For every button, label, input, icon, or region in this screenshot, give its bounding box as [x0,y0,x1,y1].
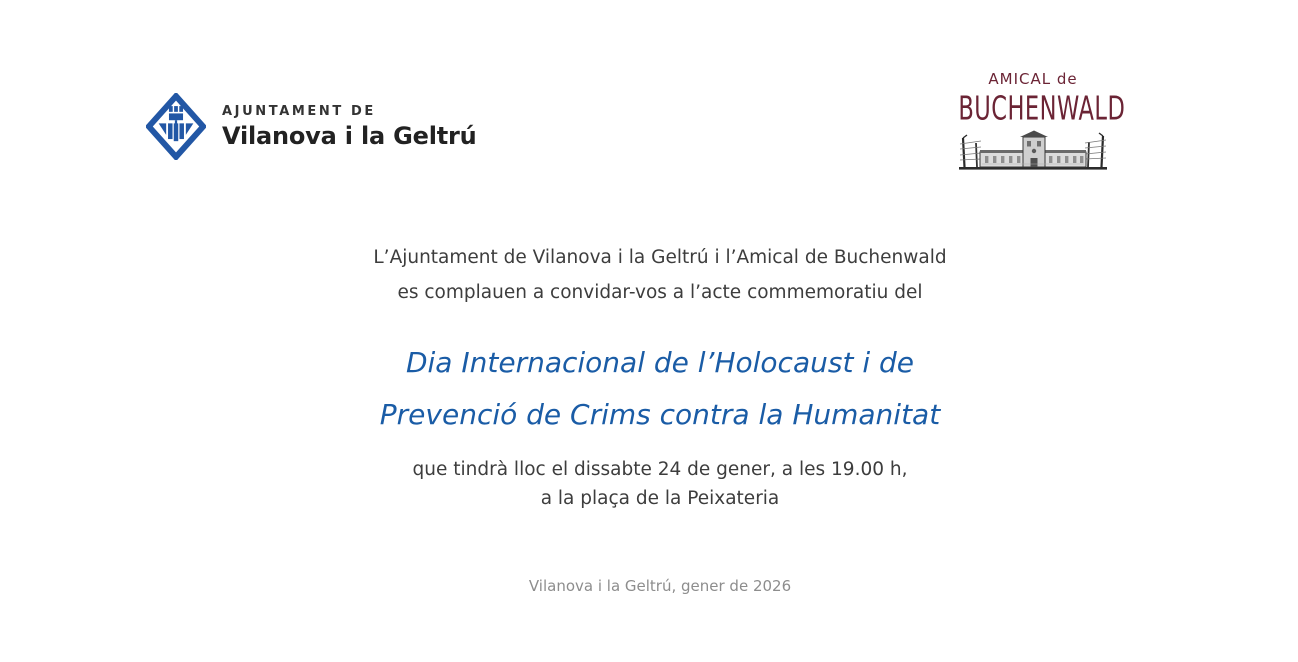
amical-logo-line1: AMICAL de [988,70,1078,88]
intro-line2: es complauen a convidar-vos a l’acte commemoratiu del [397,282,923,303]
ajuntament-logo-line2: Vilanova i la Geltrú [222,121,477,150]
event-details [22,455,1298,513]
amical-buchenwald-logo [953,70,1126,175]
ajuntament-logo-text [222,104,477,150]
buchenwald-gate-sketch-image [953,127,1113,175]
event-details-line1: que tindrà lloc el dissabte 24 de gener, a les 19.00 h, [412,459,908,480]
invitation-intro [22,240,1298,310]
ajuntament-logo-line1: AJUNTAMENT DE [222,103,376,119]
vng-diamond-castle-icon [146,93,206,160]
event-title [22,337,1298,441]
intro-line1: L’Ajuntament de Vilanova i la Geltrú i l’Amical de Buchenwald [373,247,947,268]
event-title-line2: Prevenció de Crims contra la Humanitat [379,398,941,431]
event-title-line1: Dia Internacional de l’Holocaust i de [405,346,915,379]
event-details-line2: a la plaça de la Peixateria [540,488,780,509]
footer-dateline: Vilanova i la Geltrú, gener de 2026 [528,577,792,595]
amical-logo-line2: BUCHENWALD [958,89,1126,128]
ajuntament-logo [146,93,477,160]
